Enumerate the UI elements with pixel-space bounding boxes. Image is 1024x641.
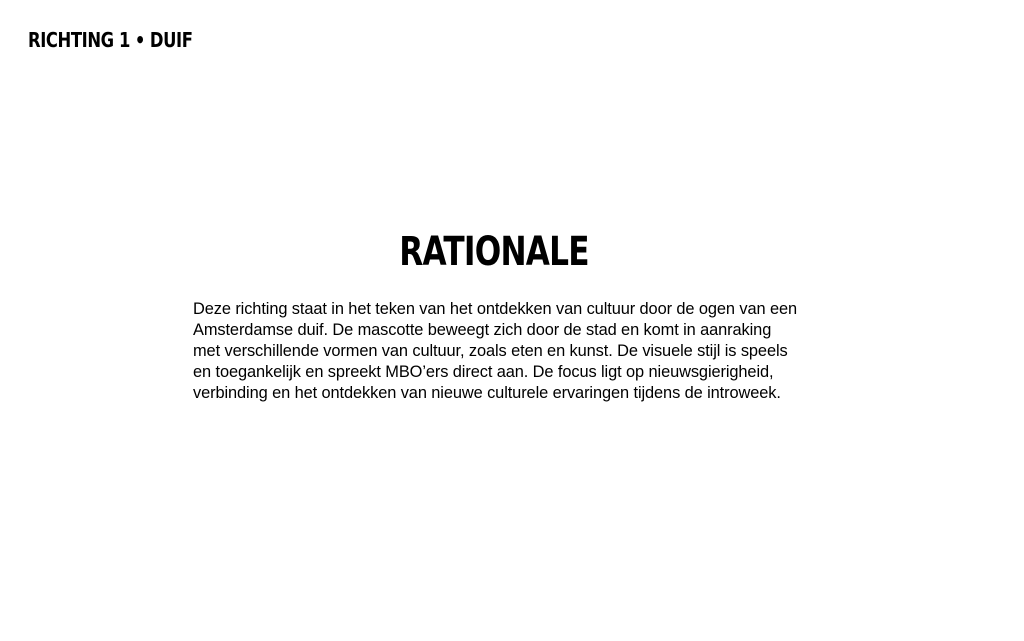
page-title: RATIONALE	[399, 229, 589, 275]
paragraph-line: met verschillende vormen van cultuur, zoals eten en kunst. De visuele stijl is speels	[193, 342, 788, 360]
rationale-paragraph	[193, 299, 853, 404]
paragraph-line: verbinding en het ontdekken van nieuwe culturele ervaringen tijdens de introweek.	[193, 384, 781, 402]
paragraph-line: Deze richting staat in het teken van het ontdekken van cultuur door de ogen van een	[193, 300, 798, 318]
header-separator: •	[134, 28, 145, 52]
header-name: DUIF	[149, 28, 193, 52]
slide-header-label	[28, 28, 193, 52]
header-section: RICHTING 1	[28, 28, 130, 52]
paragraph-line: Amsterdamse duif. De mascotte beweegt zich door de stad en komt in aanraking	[193, 321, 772, 339]
paragraph-line: en toegankelijk en spreekt MBO’ers direct aan. De focus ligt op nieuwsgierigheid,	[193, 363, 774, 381]
